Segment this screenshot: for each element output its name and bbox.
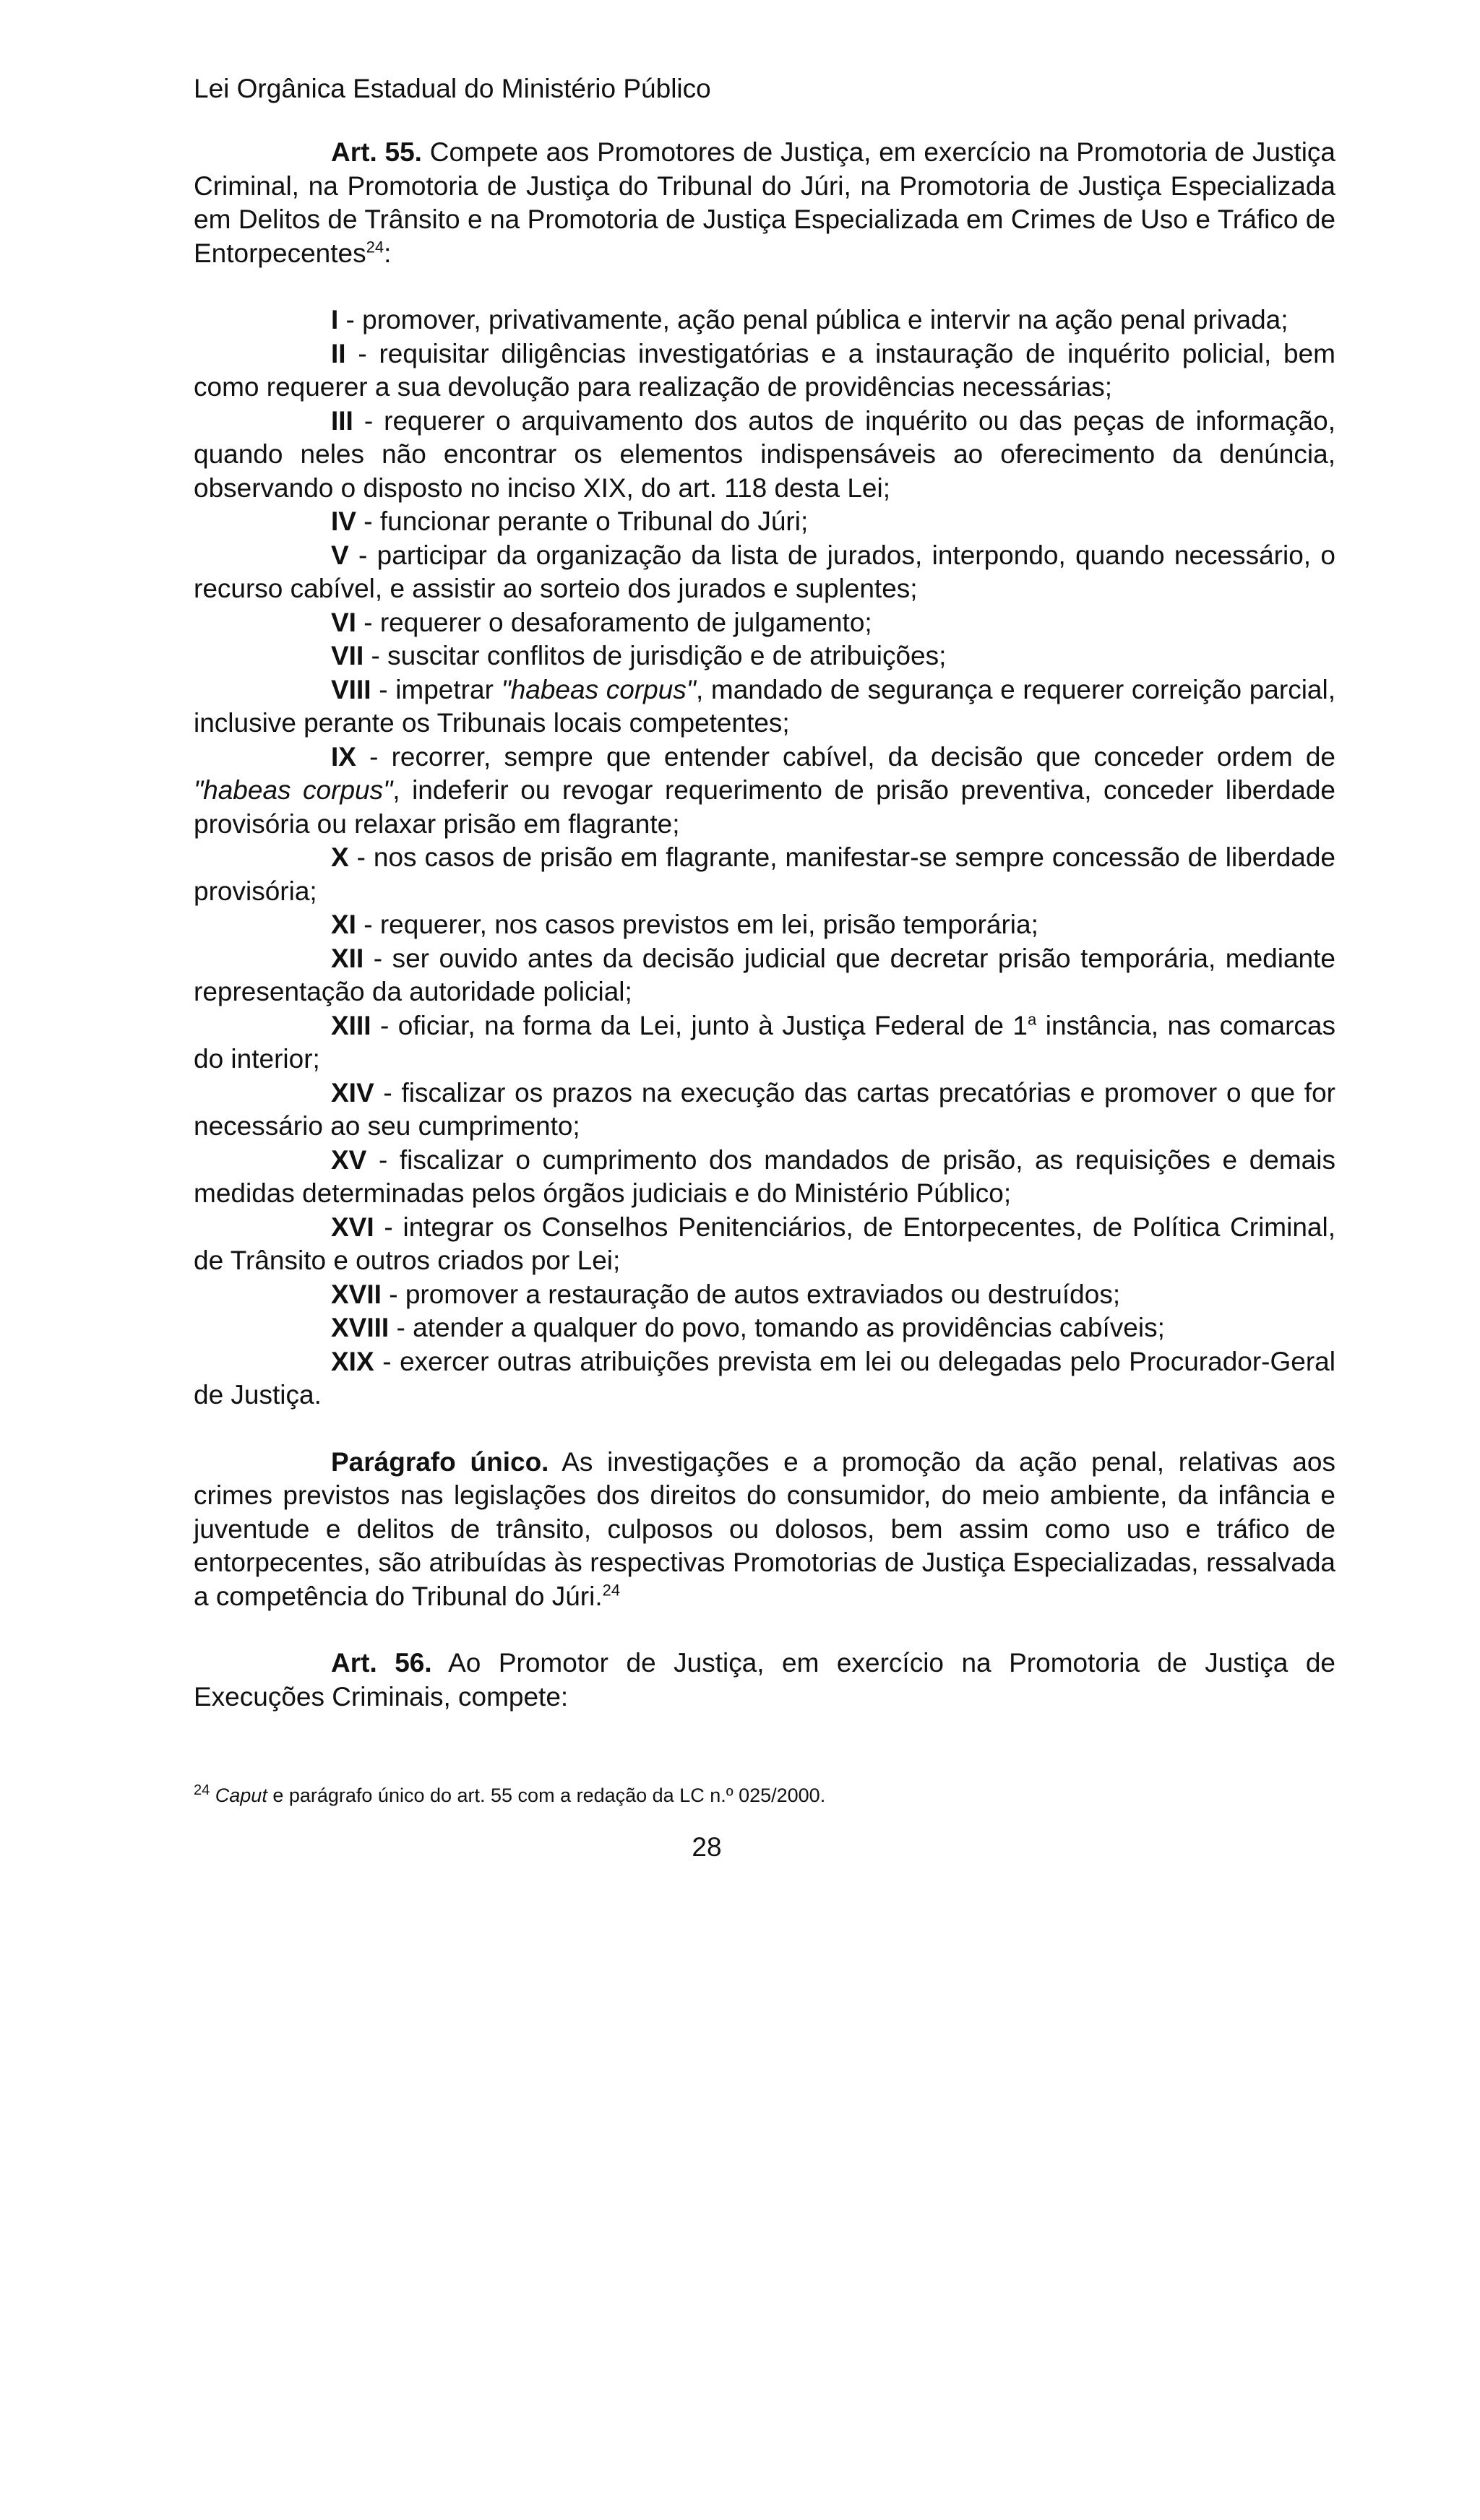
inciso-number: II [331, 338, 346, 368]
inciso-number: XII [331, 943, 364, 973]
inciso-number: XVI [331, 1212, 374, 1242]
inciso-separator: - [381, 1279, 405, 1309]
footnote-number: 24 [194, 1782, 210, 1798]
footnote-italic-term: Caput [215, 1785, 267, 1806]
article-text: Ao Promotor de Justiça, em exercício na Promotoria de Justiça de Execuções Criminais, compete: [194, 1648, 1335, 1712]
document-page [194, 72, 1335, 1863]
inciso-item [194, 337, 1335, 405]
inciso-text: funcionar perante o Tribunal do Júri; [379, 506, 809, 536]
inciso-number: XIX [331, 1346, 374, 1376]
inciso-text: , mandado de segurança e requerer correição parcial, inclusive perante os Tribunais locais competentes; [194, 674, 1335, 738]
inciso-separator: - [374, 1346, 400, 1376]
inciso-text: atender a qualquer do povo, tomando as providências cabíveis; [413, 1313, 1165, 1342]
inciso-separator: - [348, 842, 374, 872]
inciso-separator: - [348, 540, 377, 570]
page-number: 28 [692, 1832, 722, 1862]
article-label: Art. 55. [331, 137, 422, 167]
inciso-separator: - [356, 741, 392, 772]
inciso-item [194, 908, 1335, 942]
inciso-item [194, 942, 1335, 1009]
article-text: Compete aos Promotores de Justiça, em exercício na Promotoria de Justiça Criminal, na Promotoria de Justiça do Tribunal do Júri, na Promotoria de Justiça Especializada em Delitos de Trânsito e na Promotoria de Justiça Especializada em Crimes de Uso e Tráfico de Entorpecentes [194, 137, 1335, 268]
inciso-item [194, 1211, 1335, 1278]
inciso-text: requerer, nos casos previstos em lei, prisão temporária; [379, 910, 1038, 939]
inciso-item [194, 1144, 1335, 1211]
inciso-item [194, 1076, 1335, 1144]
paragrafo-unico [194, 1446, 1335, 1614]
inciso-text: integrar os Conselhos Penitenciários, de Entorpecentes, de Política Criminal, de Trânsito e outros criados por Lei; [194, 1212, 1335, 1275]
inciso-number: XI [331, 910, 356, 939]
inciso-separator: - [371, 1010, 398, 1040]
inciso-text: nos casos de prisão em flagrante, manifestar-se sempre concessão de liberdade provisória; [194, 842, 1336, 906]
art-56-caput [194, 1647, 1335, 1714]
inciso-text: suscitar conflitos de jurisdição e de atribuições; [387, 641, 947, 670]
inciso-italic-term: "habeas corpus" [501, 674, 696, 704]
paragraph-label: Parágrafo único. [331, 1446, 549, 1477]
inciso-separator: - [374, 1077, 402, 1108]
ordinal-superscript: a [1028, 1010, 1037, 1029]
inciso-item [194, 1345, 1335, 1412]
inciso-text: fiscalizar os prazos na execução das cartas precatórias e promover o que for necessário ao seu cumprimento; [194, 1077, 1335, 1141]
spacer [194, 270, 1335, 303]
inciso-item [194, 841, 1335, 908]
running-header: Lei Orgânica Estadual do Ministério Público [194, 74, 711, 103]
inciso-number: V [331, 540, 349, 570]
inciso-italic-term: "habeas corpus" [194, 775, 393, 805]
inciso-separator: - [389, 1313, 413, 1342]
inciso-item [194, 505, 1335, 539]
inciso-separator: - [338, 305, 363, 335]
inciso-item [194, 606, 1335, 640]
article-text-end: : [384, 238, 392, 268]
inciso-number: VI [331, 607, 356, 637]
inciso-text: requerer o desaforamento de julgamento; [379, 607, 872, 637]
inciso-text: instância, nas comarcas do interior; [194, 1010, 1335, 1074]
inciso-number: XVIII [331, 1313, 390, 1342]
inciso-number: XV [331, 1144, 367, 1175]
inciso-text: exercer outras atribuições prevista em lei ou delegadas pelo Procurador-Geral de Justiça. [194, 1346, 1335, 1410]
inciso-separator: - [345, 338, 379, 368]
inciso-separator: - [353, 405, 384, 436]
inciso-number: I [331, 305, 339, 335]
inciso-text: participar da organização da lista de jurados, interpondo, quando necessário, o recurso cabível, e assistir ao sorteio dos jurados e suplentes; [194, 540, 1335, 603]
inciso-separator: - [356, 506, 380, 536]
inciso-separator: - [374, 1212, 403, 1242]
inciso-separator: - [366, 1144, 400, 1175]
inciso-number: X [331, 842, 349, 872]
document-body [194, 136, 1335, 1714]
inciso-number: XIV [331, 1077, 374, 1108]
art-55-caput [194, 136, 1335, 270]
inciso-text: fiscalizar o cumprimento dos mandados de prisão, as requisições e demais medidas determinadas pelos órgãos judiciais e do Ministério Público; [194, 1144, 1335, 1208]
footnote-text: e parágrafo único do art. 55 com a redação da LC n.º 025/2000. [267, 1785, 826, 1806]
inciso-item [194, 639, 1335, 673]
paragraph-text: As investigações e a promoção da ação penal, relativas aos crimes previstos nas legislações dos direitos do consumidor, do meio ambiente, da infância e juventude e delitos de trânsito, culposos ou dolosos, bem assim como uso e tráfico de entorpecentes, são atribuídas às respectivas Promotorias de Justiça Especializadas, ressalvada a competência do Tribunal do Júri. [194, 1446, 1336, 1611]
inciso-text: requerer o arquivamento dos autos de inquérito ou das peças de informação, quando neles não encontrar os elementos indispensáveis ao oferecimento da denúncia, observando o disposto no inciso XIX, do art. 118 desta Lei; [194, 405, 1335, 503]
inciso-separator: - [371, 674, 396, 704]
inciso-item [194, 673, 1335, 741]
inciso-text: oficiar, na forma da Lei, junto à Justiça Federal de 1 [397, 1010, 1028, 1040]
inciso-number: VII [331, 641, 364, 670]
inciso-number: IX [331, 741, 356, 772]
inciso-number: VIII [331, 674, 371, 704]
inciso-separator: - [356, 910, 380, 939]
inciso-separator: - [356, 607, 380, 637]
inciso-item [194, 405, 1335, 506]
inciso-separator: - [363, 943, 392, 973]
footnote [194, 1783, 1335, 1808]
inciso-item [194, 539, 1335, 606]
inciso-item [194, 1311, 1335, 1345]
inciso-separator: - [363, 641, 388, 670]
footnote-reference[interactable]: 24 [602, 1581, 621, 1600]
inciso-text: recorrer, sempre que entender cabível, da decisão que conceder ordem de [391, 741, 1335, 772]
inciso-item [194, 303, 1335, 337]
inciso-item [194, 741, 1335, 842]
inciso-number: XVII [331, 1279, 382, 1309]
inciso-text: requisitar diligências investigatórias e a instauração de inquérito policial, bem como requerer a sua devolução para realização de providências necessárias; [194, 338, 1335, 402]
inciso-text: promover a restauração de autos extraviados ou destruídos; [405, 1279, 1121, 1309]
spacer [194, 1412, 1335, 1446]
footnote-reference[interactable]: 24 [366, 238, 384, 256]
inciso-text: ser ouvido antes da decisão judicial que decretar prisão temporária, mediante representação da autoridade policial; [194, 943, 1335, 1006]
spacer [194, 1613, 1335, 1647]
inciso-text: promover, privativamente, ação penal pública e intervir na ação penal privada; [362, 305, 1288, 335]
inciso-number: IV [331, 506, 356, 536]
inciso-item [194, 1009, 1335, 1076]
inciso-item [194, 1278, 1335, 1312]
inciso-number: III [331, 405, 353, 436]
inciso-text: , indeferir ou revogar requerimento de prisão preventiva, conceder liberdade provisória ou relaxar prisão em flagrante; [194, 775, 1335, 839]
inciso-number: XIII [331, 1010, 371, 1040]
inciso-text: impetrar [395, 674, 502, 704]
article-label: Art. 56. [331, 1648, 432, 1678]
